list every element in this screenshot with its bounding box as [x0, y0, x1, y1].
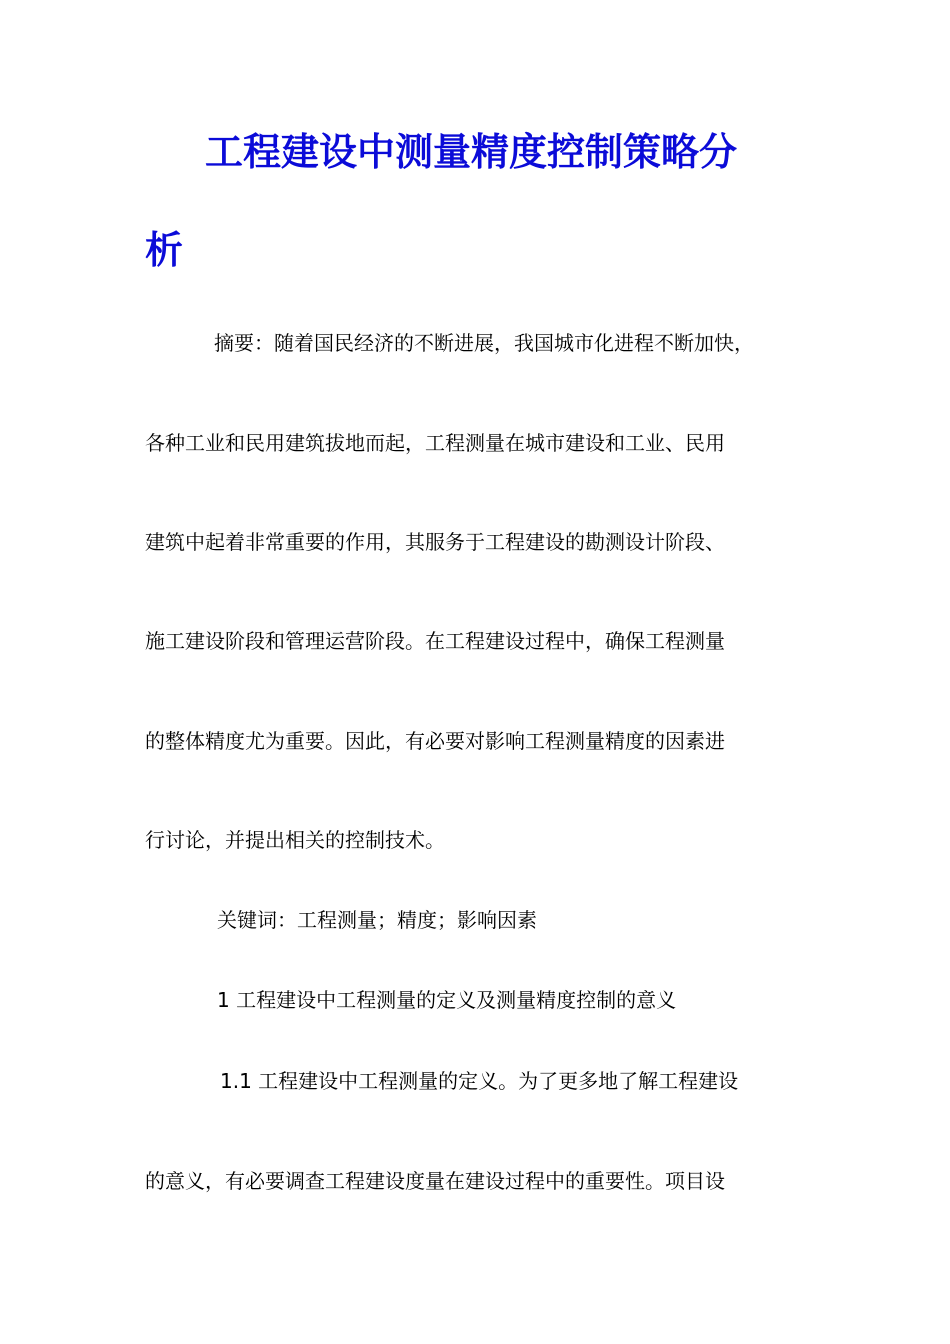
abstract-line-5: 的整体精度尤为重要。因此，有必要对影响工程测量精度的因素进	[145, 729, 725, 753]
section-1-1-line-1: 1.1 工程建设中工程测量的定义。为了更多地了解工程建设	[220, 1069, 739, 1093]
document-title-line-1: 工程建设中测量精度控制策略分	[205, 130, 738, 174]
abstract-line-6: 行讨论，并提出相关的控制技术。	[145, 828, 445, 852]
document-title-line-2: 析	[145, 228, 184, 272]
abstract-line-3: 建筑中起着非常重要的作用，其服务于工程建设的勘测设计阶段、	[145, 530, 725, 554]
keywords-line: 关键词：工程测量；精度；影响因素	[217, 908, 537, 932]
abstract-line-4: 施工建设阶段和管理运营阶段。在工程建设过程中，确保工程测量	[145, 629, 725, 653]
section-1-heading: 1 工程建设中工程测量的定义及测量精度控制的意义	[217, 988, 677, 1012]
section-1-1-line-2: 的意义，有必要调查工程建设度量在建设过程中的重要性。项目设	[145, 1169, 725, 1193]
abstract-line-2: 各种工业和民用建筑拔地而起，工程测量在城市建设和工业、民用	[145, 431, 725, 455]
abstract-line-1: 摘要：随着国民经济的不断进展，我国城市化进程不断加快，	[214, 331, 754, 355]
